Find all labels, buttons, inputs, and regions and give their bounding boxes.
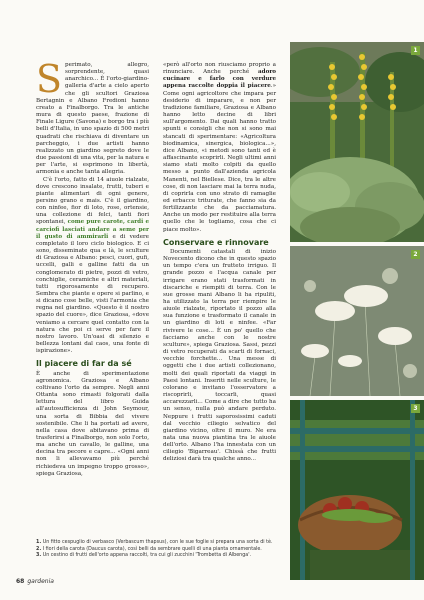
paragraph-conservare: Documenti catastali di inizio Novecento dicono che in questo spazio un tempo c'era un frutteto irriguo. Il grande pozzo e l'acqua canale per irrigare erano stati trasformati in discariche e riempiti di terra. Con le sue grosse mani Albano li ha ripuliti, ha utilizzato la terra per riempire le aiuole rialzate, riportato il pozzo alla sua funzione e trasformato il canale in un giardino di loti e ninfee. «Far rivivere le cose... È un po' quello che facciamo anche con le nostre sculture», spiega Graziosa. Sassi, pezzi di vetro recuperati da scarti di fornaci, vecchie forchette... Una messe di oggetti che i due artisti collezionano, molti dei quali riportati da viaggi in Paesi lontani. Inseriti nelle sculture, le colorano e invitano l'osservatore a riscoprirli, toccarli, quasi accarezzarli... Come a dire che tutto ha un senso, nulla può andare perduto. Neppure i frutti saporosissimi caduti dal vecchio ciliegio selvatico del giardino vicino, oltre il muro. Ne era nata una nuova piantina tra le aiuole dell'orto. Albano l'ha innestata con un ciliegio 'Bigarreau'. Chissà che frutti deliziosi darà tra qualche anno...	[163, 248, 276, 463]
caption-1	[36, 540, 286, 547]
caption-text: I fiori della carota (Daucus carota), così belli da sembrare quelli di una pianta ornamentale.	[42, 546, 262, 552]
text-column-1	[36, 57, 149, 478]
caption-text: Un fitto cespuglio di verbasco (Verbascum thapsus), con le sue foglie si prepara una sorta di tè.	[42, 540, 273, 545]
caption-number: 3.	[36, 553, 42, 559]
verbasco-illustration	[290, 42, 424, 242]
caption-text: Un cestino di frutti dell'orto appena raccolti, tra cui gli zucchini 'Trombetta di Albenga'.	[42, 553, 252, 559]
paragraph-orto	[36, 177, 149, 356]
highlight-text: adoro cucinare e farlo con verdure appena raccolte doppia il piacere	[163, 69, 276, 90]
paragraph-orto-cucina	[163, 62, 276, 234]
photo-cestino	[290, 400, 424, 580]
photo-number-badge: 3	[411, 404, 420, 413]
photo-number-badge: 1	[411, 46, 420, 55]
caption-number: 2.	[36, 546, 42, 552]
page-footer	[16, 578, 54, 585]
paragraph-text: «però all'orto non riusciamo proprio a rinunciare. Anche perché	[163, 62, 276, 76]
photo-verbasco	[290, 42, 424, 242]
section-heading-piacere: Il piacere di far da sé	[36, 359, 132, 369]
paragraph-text: .» Come ogni agricoltore che impara per desiderio di imparare, e non per tradizione familiare, Graziosa e Albano hanno letto decine di libri sull'argomento. Dai quali hanno tratto spunti e consigli che non si sono mai stancati di sperimentare: «Agricoltura biodinamica, sinergica, biologica...», dice Albano, «i metodi sono tanti ed è affascinante scoprirli. Negli ultimi anni siamo stati molto colpiti da quello messo a punto dall'azienda agricola Manenti, nel Biellese. Dice, tra le altre cose, di non lasciare mai la terra nuda, di coprirla con uno strato di ramaglie ed erbacce triturate, che fanno sia da fertilizzante che da pacciamatura. Anche un modo per restituire alla terra quello che le togliamo, cosa che ci piace molto».	[163, 83, 276, 233]
paragraph-text: e di vedere completato il loro ciclo biologico. E ci sono, disseminate qua e là, le sculture di Graziosa e Albano: pesci, cuori, gufi, uccelli, galli e galline fatti da un conglomerato di pietre, pozzi di vetro, conchiglie, ceramiche e altri materiali, tutti rigorosamente di recupero. Sembra che piante e opere si parlino, e si dicano cose belle, visti l'armonia che regna nel giardino. «Questo è il nostro spazio del cuore», dice Graziosa, «dove veniamo a cercare quel contatto con la natura che poi ci serve per fare il nostro lavoro. Un'oasi di silenzio e bellezza lontani dal caos, una fonte di ispirazione».	[36, 233, 149, 355]
drop-cap: S	[36, 57, 63, 101]
page-number: 68	[16, 578, 25, 585]
magazine-name: gardenia	[27, 578, 54, 585]
caption-3	[36, 553, 286, 560]
paragraph-text: C'è l'orto, fatto di 14 aiuole rialzate, dove crescono insalate, frutti, tuberi e piante alimentari di ogni genere, persino grano e mais. C'è il giardino, con ninfee, fior di loto, rose, ortensie, una collezione di felci, tanti fiori spontanei,	[36, 176, 149, 226]
photo-captions	[36, 540, 286, 560]
cestino-illustration	[290, 400, 424, 580]
highlight-text: come pure carote, cardi e carciofi lasciati andare a seme per il gusto di ammirarli	[36, 219, 149, 240]
carota-illustration	[290, 246, 424, 396]
paragraph-piacere: È anche di sperimentazione agronomica. Graziosa e Albano coltivano l'orto da sempre. Negli anni Ottanta sono rimasti folgorati dalla lettura del libro Guida all'autosufficienza di John Seymour, una sorta di Bibbia del vivere sostenibile. Che li ha portati ad avere, nella casa dove abitavano prima di trasferirsi a Finalborgo, non solo l'orto, ma anche un cavallo, le galline, una decina tra pecore e capre... «Ogni anni non li allevavamo più perché richiedeva un impegno troppo grosso», spiega Graziosa,	[36, 370, 149, 477]
photo-carota	[290, 246, 424, 396]
caption-number: 1.	[36, 540, 42, 545]
intro-paragraph	[36, 57, 149, 177]
text-column-2	[163, 62, 276, 464]
photo-number-badge: 2	[411, 250, 420, 259]
intro-text: perimato, allegro, sorprendente, quasi anarchico... È l'orto-giardino-galleria d'arte a cielo aperto che gli scultori Graziosa Bertagnin e Albano Fredioni hanno creato a Finalborgo. Tra le antiche mura di questo paese, frazione di Finale Ligure (Savona) e borgo tra i più belli d'Italia, in uno spazio di 500 metri quadrati che rischiava di diventare un parcheggio, i due artisti hanno realizzato un giardino segreto dove le due passioni di una vita, per la natura e per l'arte, si esprimono in libertà, armonia e anche tanta allegria.	[36, 62, 149, 176]
section-heading-conservare: Conservare e rinnovare	[163, 237, 269, 247]
